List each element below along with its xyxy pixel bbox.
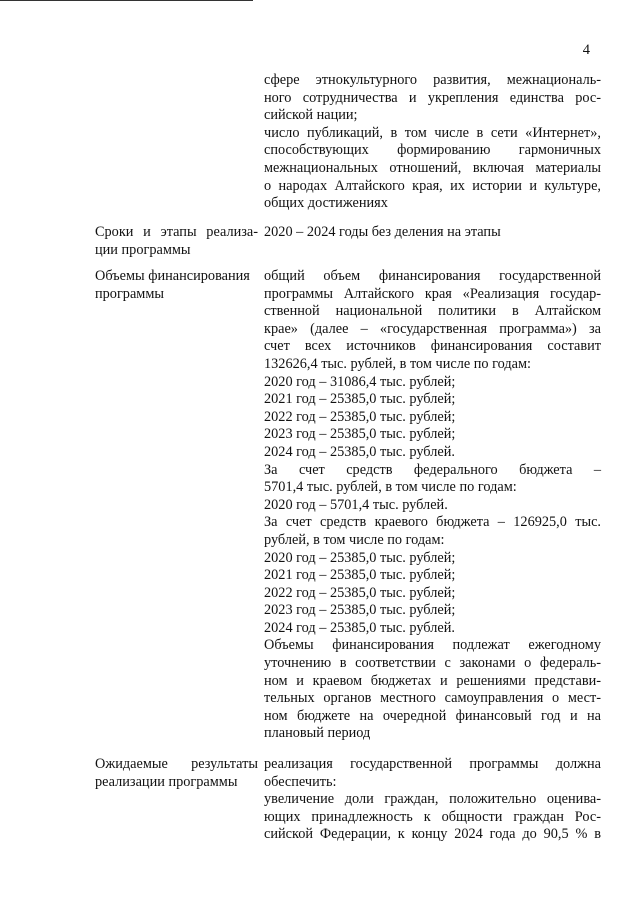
label-line: Объемы финансирования (95, 268, 250, 284)
funding-content (264, 268, 601, 743)
text-line: программы Алтайского края «Реализация государ- (264, 285, 601, 302)
text-line: 2023 год – 25385,0 тыс. рублей; (264, 426, 456, 443)
text-line: 2020 – 2024 годы без деления на этапы (264, 224, 501, 240)
label-line: Сроки и этапы реализа- (95, 224, 258, 240)
text-line: 2024 год – 25385,0 тыс. рублей. (264, 619, 455, 636)
page-number: 4 (582, 42, 590, 58)
text-line: 2020 год – 31086,4 тыс. рублей; (264, 373, 456, 390)
text-line: 2024 год – 25385,0 тыс. рублей. (264, 443, 455, 460)
text-line: Объемы финансирования подлежат ежегодному (264, 637, 601, 654)
text-line: ного сотрудничества и укрепления единства рос- (264, 89, 601, 106)
terms-label (95, 224, 258, 259)
text-line: сийской Федерации, к концу 2024 года до 90,5 % в (264, 826, 601, 843)
text-line: тельных органов местного самоуправления о мест- (264, 690, 601, 707)
text-line: общих достижениях (264, 195, 388, 212)
text-line: 2021 год – 25385,0 тыс. рублей; (264, 391, 456, 408)
terms-content (264, 224, 601, 242)
continuation-content (264, 72, 601, 213)
text-line: межнациональных отношений, включая материалы (264, 159, 601, 176)
text-line: 2020 год – 5701,4 тыс. рублей. (264, 496, 448, 513)
text-line: уточнению в соответствии с законами о федераль- (264, 655, 601, 672)
text-line: 2022 год – 25385,0 тыс. рублей; (264, 408, 456, 425)
text-line: 5701,4 тыс. рублей, в том числе по годам: (264, 479, 517, 496)
text-line: 2021 год – 25385,0 тыс. рублей; (264, 567, 456, 584)
text-line: о народах Алтайского края, их истории и культуре, (264, 177, 601, 194)
text-line: счет всех источников финансирования составит (264, 338, 601, 355)
text-line: плановый период (264, 725, 371, 742)
text-line: За счет средств федерального бюджета – (264, 461, 601, 478)
text-line: 2020 год – 25385,0 тыс. рублей; (264, 549, 456, 566)
text-line: 132626,4 тыс. рублей, в том числе по годам: (264, 355, 532, 372)
results-label (95, 756, 258, 791)
text-line: число публикаций, в том числе в сети «Интернет», (264, 124, 601, 141)
text-line: способствующих формированию гармоничных (264, 142, 601, 159)
label-line: ции программы (95, 241, 191, 258)
text-line: общий объем финансирования государственной (264, 268, 601, 284)
text-line: ственной национальной политики в Алтайском (264, 303, 601, 320)
text-line: рублей, в том числе по годам: (264, 531, 445, 548)
label-line: реализации программы (95, 773, 238, 790)
text-line: реализация государственной программы должна (264, 756, 601, 772)
label-line: Ожидаемые результаты (95, 756, 258, 772)
text-line: сфере этнокультурного развития, межнациональ- (264, 72, 601, 88)
text-line: ном бюджете на очередной финансовый год и на (264, 707, 601, 724)
text-line: обеспечить: (264, 773, 337, 790)
text-line: 2022 год – 25385,0 тыс. рублей; (264, 584, 456, 601)
results-content (264, 756, 601, 844)
text-line: За счет средств краевого бюджета – 126925,0 тыс. (264, 514, 601, 531)
text-line: ющих принадлежность к общности граждан Рос- (264, 808, 601, 825)
text-line: ном и краевом бюджетах и решениями представи- (264, 672, 601, 689)
text-line: крае» (далее – «государственная программа») за (264, 320, 601, 337)
label-line: программы (95, 285, 165, 302)
text-line: увеличение доли граждан, положительно оценива- (264, 791, 601, 808)
text-line: 2023 год – 25385,0 тыс. рублей; (264, 602, 456, 619)
top-rule (0, 0, 253, 1)
text-line: сийской нации; (264, 107, 358, 124)
funding-label (95, 268, 258, 303)
